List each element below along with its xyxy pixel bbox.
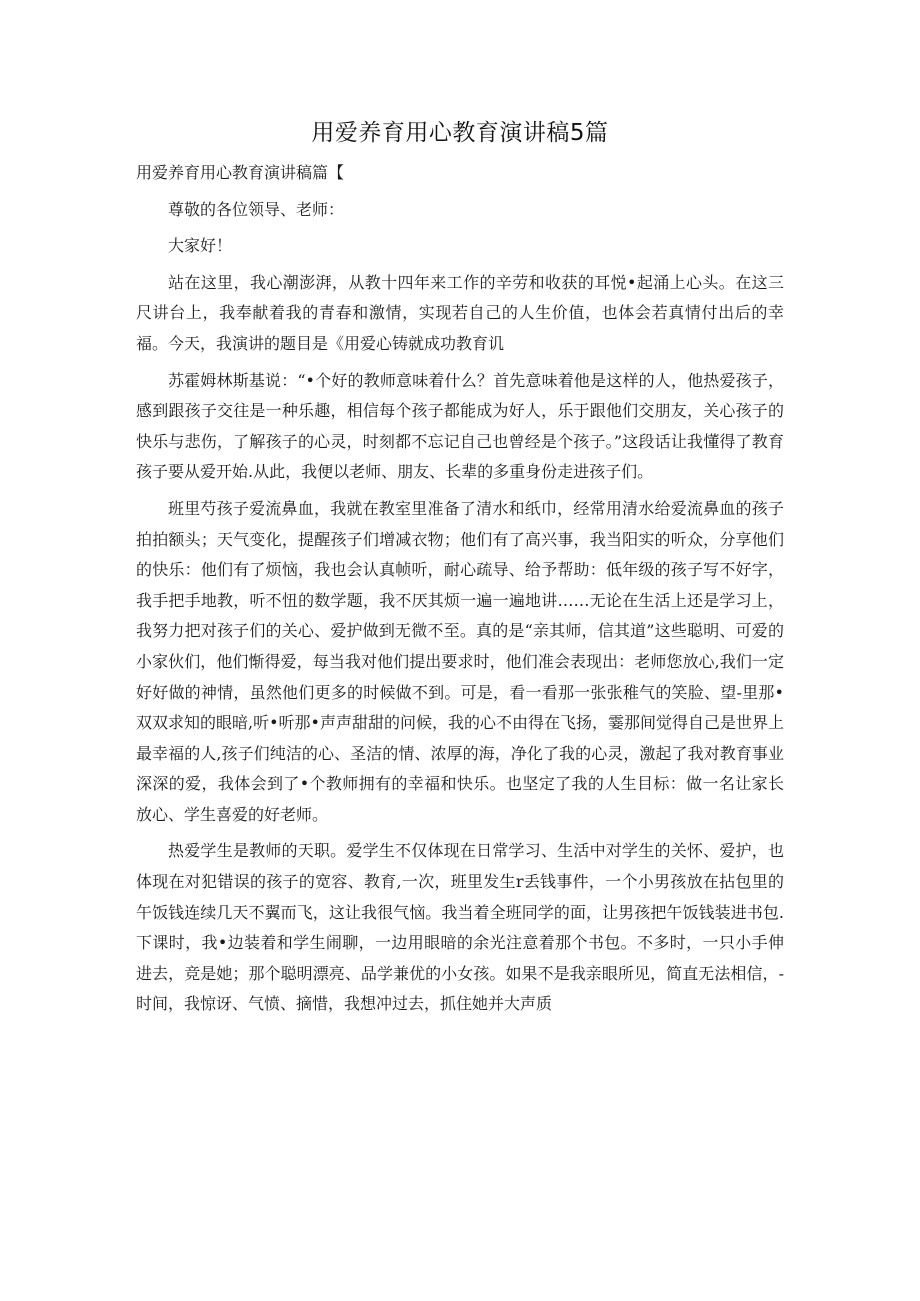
paragraph-care: 班里芍孩子爱流鼻血，我就在教室里准备了清水和纸巾，经常用清水给爱流鼻血的孩子拍拍额头；天气变化，提醒孩子们增减衣物；他们有了高兴事，我当阳实的听众，分享他们的快乐：他们有了烦恼，我也会认真帧听，耐心疏导、给予帮助：低年级的孩子写不好字，我手把手地教，听不忸的数学题，我不厌其烦一遍一遍地讲……无论在生活上还是学习上，我努力把对孩子们的关心、爱护做到无微不至。真的是“亲其师，信其道”这些聪明、可爱的小家伙们，他们惭得爱，每当我对他们提出要求时，他们准会表现出：老师您放心,我们一定好好做的神情，虽然他们更多的时候做不到。可是，看一看那一张张稚气的笑脸、望-里那•双双求知的眼暗,听•听那•声声甜甜的问候，我的心不由得在飞扬，霎那间觉得自己是世界上最幸福的人,孩子们纯洁的心、圣洁的情、浓厚的海，净化了我的心灵，激起了我对教育事业深深的爱，我体会到了•个教师拥有的幸福和快乐。也坚定了我的人生目标：做一名让家长放心、学生喜爱的好老师。 (136, 498, 784, 824)
section-heading: 用爱养育用心教育演讲稿篇【 (136, 163, 345, 182)
paragraph-intro: 站在这里，我心潮澎湃，从教十四年来工作的辛劳和收获的耳悦•起涌上心头。在这三尺讲台上，我奉献着我的青春和激情，实现若自己的人生价值，也体会若真情付出后的幸福。今天，我演讲的题目是《用爱心铸就成功教育讥 (136, 272, 784, 353)
document-title: 用爱养育用心教育演讲稿5篇 (311, 120, 609, 146)
paragraph-greeting-1: 尊敬的各位领导、老师： (168, 199, 345, 219)
paragraph-quote: 苏霍姆林斯基说：“•个好的教师意味着什么？首先意味着他是这样的人，他热爱孩子，感到跟孩子交往是一种乐趣，相信每个孩子都能成为好人，乐于跟他们交朋友，关心孩子的快乐与悲伤，了解孩子的心灵，时刻都不忘记自己也曾经是个孩子。”这段话让我懂得了教育孩子要从爱开始.从此，我便以老师、朋友、长辈的多重身份走进孩子们。 (136, 370, 784, 482)
paragraph-duty: 热爱学生是教师的天职。爱学生不仅体现在日常学习、生活中对学生的关怀、爱护，也体现在对犯错误的孩子的宽容、教育,一次，班里发生r丢钱事件，一个小男孩放在拈包里的午饭钱连续几天不翼而飞，这让我很气恼。我当着全班同学的面，让男孩把午饭钱装进书包.下课时，我•边装着和学生闹聊，一边用眼暗的余光注意着那个书包。不多时，一只小手伸进去，竞是她；那个聪明漂亮、品学兼优的小女孩。如果不是我亲眼所见，简直无法相信，-时间，我惊讶、气愤、摘惜，我想冲过去，抓住她并大声质 (136, 841, 784, 1014)
paragraph-greeting-2: 大家好！ (168, 236, 233, 256)
document-body (136, 158, 784, 1026)
